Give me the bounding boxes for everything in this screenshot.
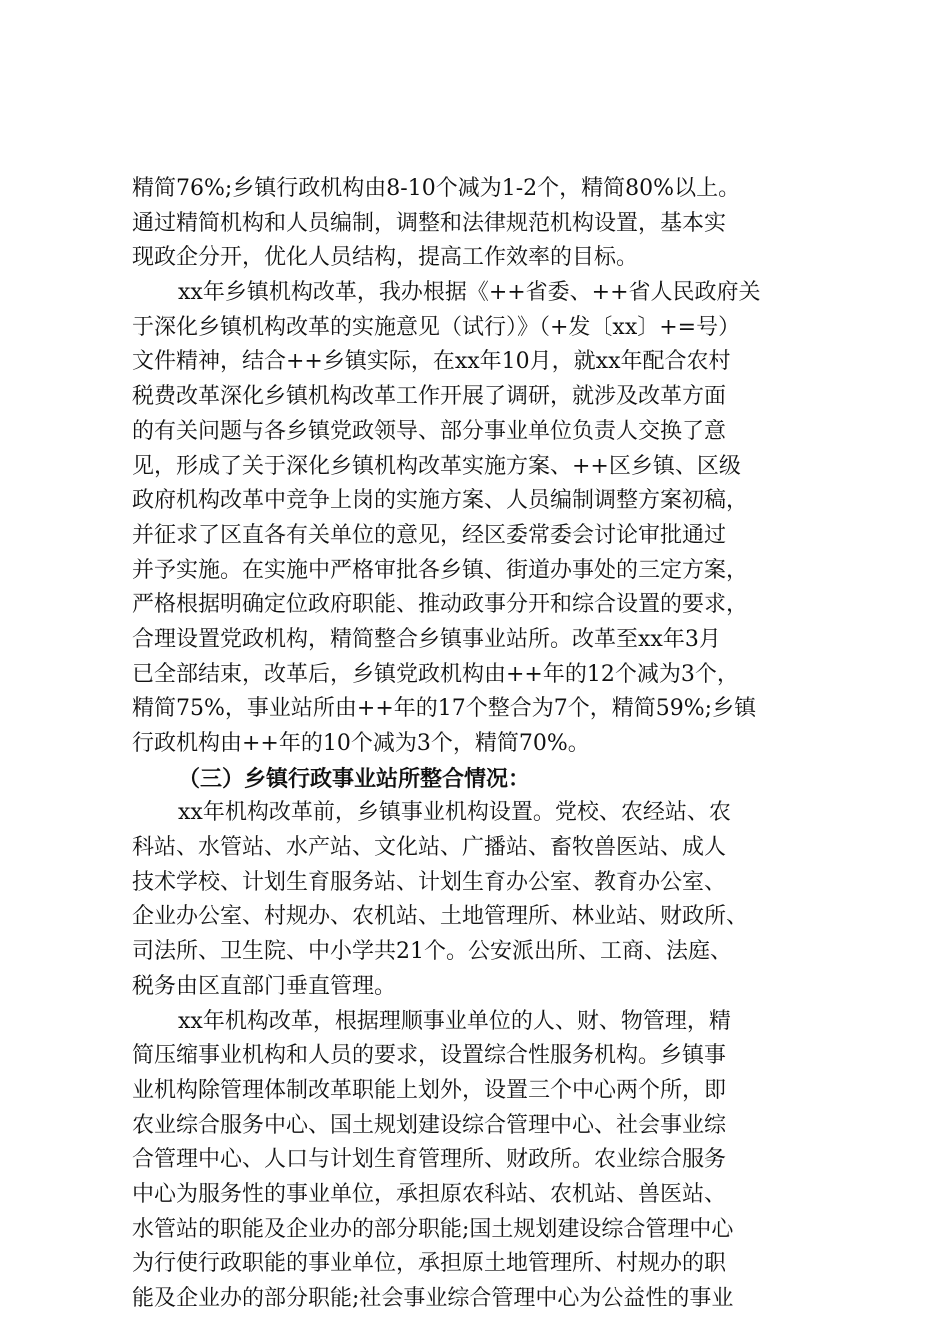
text-line: 精简75%，事业站所由++年的17个整合为7个，精简59%;乡镇: [132, 696, 757, 722]
body-text: [132, 172, 852, 1317]
paragraph-first-line: xx年机构改革前，乡镇事业机构设置。党校、农经站、农: [178, 800, 731, 826]
text-line: 司法所、卫生院、中小学共21个。公安派出所、工商、法庭、: [132, 939, 732, 965]
text-line: 并征求了区直各有关单位的意见，经区委常委会讨论审批通过: [132, 522, 727, 548]
paragraph-first-line: xx年机构改革，根据理顺事业单位的人、财、物管理，精: [178, 1008, 731, 1034]
text-line: 业机构除管理体制改革职能上划外，设置三个中心两个所，即: [132, 1077, 727, 1103]
text-line: 合理设置党政机构，精简整合乡镇事业站所。改革至xx年3月: [132, 626, 721, 652]
text-line: 通过精简机构和人员编制，调整和法律规范机构设置，基本实: [132, 210, 727, 236]
text-line: 税务由区直部门垂直管理。: [132, 973, 397, 999]
text-line: 于深化乡镇机构改革的实施意见（试行）》（+发〔xx〕+=号）: [132, 314, 741, 340]
text-line: 已全部结束，改革后，乡镇党政机构由++年的12个减为3个，: [132, 661, 739, 687]
text-line: 能及企业办的部分职能;社会事业综合管理中心为公益性的事业: [132, 1286, 734, 1311]
text-line: 为行使行政职能的事业单位，承担原土地管理所、村规办的职: [132, 1251, 727, 1277]
text-line: 中心为服务性的事业单位，承担原农科站、农机站、兽医站、: [132, 1181, 727, 1207]
text-line: 行政机构由++年的10个减为3个，精简70%。: [132, 731, 590, 756]
text-line: 简压缩事业机构和人员的要求，设置综合性服务机构。乡镇事: [132, 1043, 727, 1069]
text-line: 农业综合服务中心、国土规划建设综合管理中心、社会事业综: [132, 1112, 727, 1138]
paragraph-first-line: xx年乡镇机构改革，我办根据《++省委、++省人民政府关: [178, 280, 761, 306]
text-line: 见，形成了关于深化乡镇机构改革实施方案、++区乡镇、区级: [132, 453, 741, 479]
text-line: 合管理中心、人口与计划生育管理所、财政所。农业综合服务: [132, 1147, 727, 1173]
text-line: 技术学校、计划生育服务站、计划生育办公室、教育办公室、: [132, 869, 727, 895]
section-heading: （三）乡镇行政事业站所整合情况：: [178, 765, 531, 792]
text-line: 文件精神，结合++乡镇实际，在xx年10月，就xx年配合农村: [132, 349, 731, 375]
text-line: 严格根据明确定位政府职能、推动政事分开和综合设置的要求，: [132, 592, 749, 618]
text-line: 税费改革深化乡镇机构改革工作开展了调研，就涉及改革方面: [132, 384, 727, 410]
text-line: 并予实施。在实施中严格审批各乡镇、街道办事处的三定方案，: [132, 557, 749, 583]
text-line: 现政企分开，优化人员结构，提高工作效率的目标。: [132, 245, 639, 271]
text-line: 企业办公室、村规办、农机站、土地管理所、林业站、财政所、: [132, 904, 749, 930]
text-line: 水管站的职能及企业办的部分职能;国土规划建设综合管理中心: [132, 1216, 734, 1242]
text-line: 精简76%;乡镇行政机构由8-10个减为1-2个，精简80%以上。: [132, 176, 741, 201]
text-line: 政府机构改革中竞争上岗的实施方案、人员编制调整方案初稿，: [132, 488, 749, 514]
text-line: 的有关问题与各乡镇党政领导、部分事业单位负责人交换了意: [132, 418, 727, 444]
text-line: 科站、水管站、水产站、文化站、广播站、畜牧兽医站、成人: [132, 835, 727, 861]
